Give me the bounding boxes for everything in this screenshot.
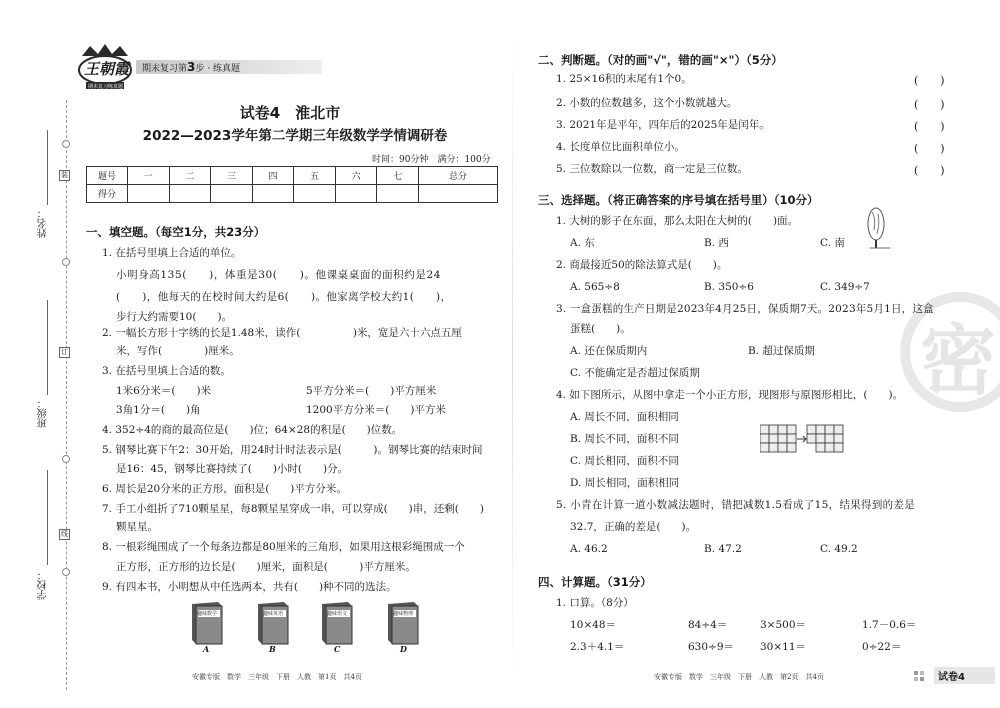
judge-answer[interactable]: ( ) — [914, 142, 945, 155]
score-cell: 七 — [377, 167, 419, 185]
judge-answer[interactable]: ( ) — [914, 164, 945, 177]
score-cell: 总分 — [419, 167, 498, 185]
book-b-label: B — [269, 644, 276, 654]
score-cell: 四 — [252, 167, 294, 185]
part1-line: 5. 钢琴比赛下午2：30开始，用24时计时法表示是( )。钢琴比赛的结束时间 — [102, 444, 483, 456]
part1-line: 3. 在括号里填上合适的数。 — [102, 365, 231, 377]
time-info: 时间：90分钟 满分：100分 — [372, 155, 491, 165]
calc-item: 84÷4＝ — [688, 619, 728, 631]
part1-line: 2. 一幅长方形十字绣的长是1.48米，读作( )米，宽是六十六点五厘 — [102, 327, 462, 339]
judge-answer[interactable]: ( ) — [914, 98, 945, 111]
score-table-header-row — [87, 167, 498, 185]
choice-question: 4. 如下图所示，从图中拿走一个小正方形，现图形与原图形相比，( )。 — [556, 389, 904, 401]
choice-option: B. 350÷6 — [704, 281, 754, 293]
judge-item: 1. 25×16积的末尾有1个0。 — [556, 73, 692, 85]
footer-tag-squares — [914, 668, 930, 680]
choice-question: 1. 大树的影子在东面，那么太阳在大树的( )面。 — [556, 215, 799, 227]
calc-item: 10×48＝ — [570, 619, 617, 631]
name-underline — [47, 130, 48, 205]
calc-item: 3×500＝ — [760, 619, 807, 631]
choice-option: B. 47.2 — [704, 543, 742, 555]
part1-line: 1. 在括号里填上合适的单位。 — [102, 247, 242, 259]
choice-question: 3. 一盒蛋糕的生产日期是2023年4月25日，保质期7天。2023年5月1日，这盒 — [556, 303, 934, 315]
judge-item: 5. 三位数除以一位数，商一定是三位数。 — [556, 163, 748, 175]
class-label: 班级： — [38, 398, 49, 428]
judge-item: 2. 小数的位数越多，这个小数就越大。 — [556, 97, 738, 109]
binding-dot-4 — [62, 568, 70, 576]
binding-mark-mid: 订 — [61, 348, 68, 356]
conv-item: 1米6分米＝( )米 — [116, 385, 212, 397]
score-input-cell[interactable] — [419, 185, 498, 203]
footer-right: 安徽专版 数学 三年级 下册 人教 第2页 共4页 — [654, 673, 824, 681]
choice-option: B. 周长不同，面积不同 — [570, 433, 679, 445]
calc-item: 0÷22＝ — [862, 641, 902, 653]
part1-line: ( )，他每天的在校时间大约是6( )。他家离学校大约1( )， — [116, 291, 452, 303]
footer-left: 安徽专版 数学 三年级 下册 人教 第1页 共4页 — [192, 673, 362, 681]
choice-option: A. 还在保质期内 — [570, 345, 648, 357]
choice-option: C. 不能确定是否超过保质期 — [570, 367, 700, 379]
footer-tag: 试卷4 — [934, 667, 995, 684]
score-cell: 六 — [335, 167, 377, 185]
grid-figure — [760, 424, 844, 454]
part1-line: 8. 一根彩绳围成了一个每条边都是80厘米的三角形，如果用这根彩绳围成一个 — [102, 541, 465, 553]
binding-line — [66, 100, 67, 690]
conv-item: 3角1分＝( )角 — [116, 404, 201, 416]
score-input-cell[interactable] — [211, 185, 253, 203]
score-input-cell[interactable] — [377, 185, 419, 203]
page-divider — [512, 30, 513, 690]
banner-num: 3 — [187, 60, 196, 74]
choice-question: 32.7，正确的差是( )。 — [570, 521, 697, 533]
score-table-score-row — [87, 185, 498, 203]
choice-option: D. 周长相同，面积相同 — [570, 477, 680, 489]
part3-heading: 三、选择题。（将正确答案的序号填在括号里）（10分） — [538, 193, 819, 207]
choice-option: A. 周长不同，面积相同 — [570, 411, 679, 423]
score-cell: 二 — [169, 167, 211, 185]
judge-item: 3. 2021年是平年，四年后的2025年是闰年。 — [556, 119, 770, 131]
choice-option: C. 49.2 — [820, 543, 858, 555]
logo-sub: 期末复习练真题 — [88, 84, 124, 90]
part1-line: 米，写作( )厘米。 — [116, 345, 240, 357]
banner-suffix: 步 · 练真题 — [195, 64, 240, 74]
binding-dot-1 — [62, 140, 70, 148]
score-cell: 一 — [128, 167, 170, 185]
part1-line: 正方形，正方形的边长是( )厘米，面积是( )平方厘米。 — [116, 561, 416, 573]
book-b — [254, 600, 292, 646]
score-input-cell[interactable] — [294, 185, 336, 203]
binding-mark-top: 装 — [61, 171, 68, 179]
choice-option: B. 超过保质期 — [748, 345, 815, 357]
score-input-cell[interactable] — [252, 185, 294, 203]
binding-dot-2 — [62, 258, 70, 266]
book-c — [318, 600, 356, 646]
choice-option: C. 周长相同，面积不同 — [570, 455, 679, 467]
conv-item: 5平方分米＝( )平方厘米 — [306, 385, 437, 397]
page-subtitle: 2022—2023学年第二学期三年级数学学情调研卷 — [142, 128, 448, 144]
score-cell: 得分 — [87, 185, 128, 203]
header-banner — [136, 60, 322, 74]
score-cell: 题号 — [87, 167, 128, 185]
book-a-label: A — [203, 644, 210, 654]
part1-line: 9. 有四本书，小明想从中任选两本，共有( )种不同的选法。 — [102, 581, 397, 593]
class-underline — [47, 300, 48, 395]
choice-option: A. 565÷8 — [570, 281, 620, 293]
binding-mark-bot: 线 — [61, 530, 68, 538]
school-label: 学校： — [38, 570, 49, 600]
part1-line: 步行大约需要10( )。 — [116, 311, 233, 323]
conv-item: 1200平方分米＝( )平方米 — [306, 404, 446, 416]
calc-item: 630÷9＝ — [688, 641, 735, 653]
page-title: 试卷4 淮北市 — [239, 104, 341, 122]
banner-prefix: 期末复习第 — [142, 64, 188, 74]
score-table — [86, 166, 498, 203]
part1-line: 颗星星。 — [116, 521, 158, 533]
choice-question: 蛋糕( )。 — [570, 323, 631, 335]
score-cell: 三 — [211, 167, 253, 185]
book-d-label: D — [400, 644, 407, 654]
part1-line: 是16：45，钢琴比赛持续了( )小时( )分。 — [116, 463, 349, 475]
calc-item: 2.3＋4.1＝ — [570, 641, 625, 653]
choice-question: 5. 小青在计算一道小数减法题时，错把减数1.5看成了15，结果得到的差是 — [556, 499, 916, 511]
choice-question: 2. 商最接近50的除法算式是( )。 — [556, 259, 728, 271]
part1-line: 4. 352÷4的商的最高位是( )位；64×28的积是( )位数。 — [102, 424, 403, 436]
part1-line: 7. 手工小组折了710颗星星，每8颗星星穿成一串，可以穿成( )串，还剩( ) — [102, 503, 484, 515]
logo-text: 王朝霞 — [84, 60, 130, 78]
judge-answer[interactable]: ( ) — [914, 120, 945, 133]
book-b-title: 趣味英语 — [263, 611, 284, 617]
book-a-title: 趣味数学 — [197, 611, 218, 617]
score-input-cell[interactable] — [335, 185, 377, 203]
part1-line: 小明身高135( )，体重是30( )。他课桌桌面的面积约是24 — [116, 269, 442, 281]
book-d-title: 趣味物理 — [393, 611, 414, 617]
choice-option: C. 南 — [820, 237, 845, 249]
book-d — [384, 600, 422, 646]
score-input-cell[interactable] — [128, 185, 170, 203]
part1-heading: 一、填空题。（每空1分，共23分） — [86, 225, 266, 239]
choice-option: A. 东 — [570, 237, 595, 249]
part4-sub: 1. 口算。（8分） — [556, 597, 634, 609]
binding-dot-3 — [62, 455, 70, 463]
choice-option: C. 349÷7 — [820, 281, 870, 293]
name-label: 姓名： — [38, 208, 49, 238]
school-underline — [47, 470, 48, 565]
score-cell: 五 — [294, 167, 336, 185]
book-a — [188, 600, 226, 646]
calc-item: 30×11＝ — [760, 641, 807, 653]
part4-heading: 四、计算题。（31分） — [538, 575, 652, 589]
calc-item: 1.7－0.6＝ — [862, 619, 917, 631]
book-c-label: C — [334, 644, 341, 654]
part2-heading: 二、判断题。（对的画"√"，错的画"×"）（5分） — [538, 53, 783, 67]
book-c-title: 趣味语文 — [327, 611, 348, 617]
choice-option: B. 西 — [704, 237, 729, 249]
part1-line: 6. 周长是20分米的正方形，面积是( )平方分米。 — [102, 483, 347, 495]
choice-option: A. 46.2 — [570, 543, 608, 555]
stamp-text: 密 — [920, 316, 996, 405]
score-input-cell[interactable] — [169, 185, 211, 203]
judge-item: 4. 长度单位比面积单位小。 — [556, 141, 685, 153]
tree-icon — [862, 206, 892, 254]
judge-answer[interactable]: ( ) — [914, 74, 945, 87]
